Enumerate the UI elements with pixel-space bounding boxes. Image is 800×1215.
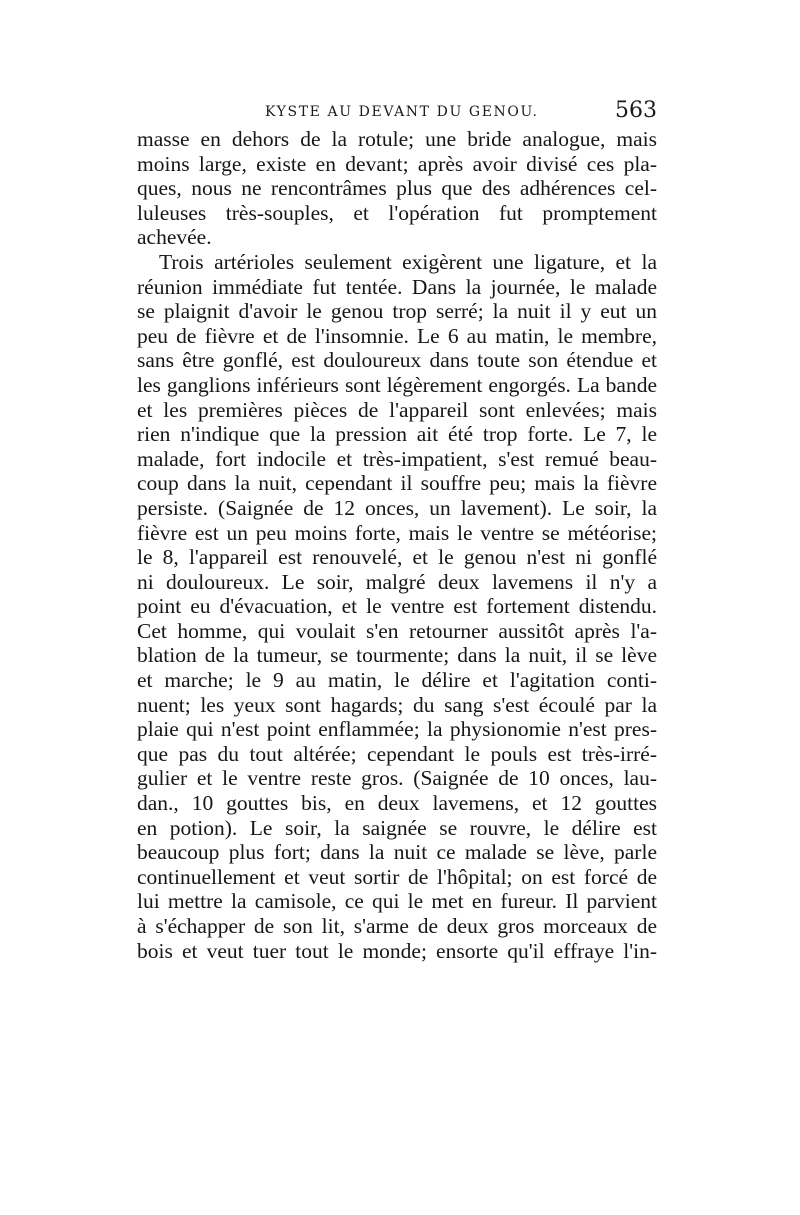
text-line: lui mettre la camisole, ce qui le met en fureur. Il parvient	[137, 889, 657, 914]
text-line: masse en dehors de la rotule; une bride analogue, mais	[137, 127, 657, 151]
text-line: que pas du tout altérée; cependant le pouls est très-irré-	[137, 741, 657, 766]
text-line: fièvre est un peu moins forte, mais le ventre se météorise;	[137, 520, 657, 545]
text-line: continuellement et veut sortir de l'hôpital; on est forcé de	[137, 864, 657, 889]
text-line: ques, nous ne rencontrâmes plus que des adhérences cel-	[137, 176, 657, 201]
text-line: nuent; les yeux sont hagards; du sang s'est écoulé par la	[137, 692, 657, 717]
text-line: se plaignit d'avoir le genou trop serré; la nuit il y eut un	[137, 299, 657, 324]
text-line: coup dans la nuit, cependant il souffre peu; mais la fièvre	[137, 471, 657, 496]
text-line: rien n'indique que la pression ait été trop forte. Le 7, le	[137, 422, 657, 447]
text-line: bois et veut tuer tout le monde; ensorte qu'il effraye l'in-	[137, 938, 657, 963]
text-line: Trois artérioles seulement exigèrent une ligature, et la	[159, 249, 657, 274]
body-text	[137, 127, 657, 963]
text-line: blation de la tumeur, se tourmente; dans la nuit, il se lève	[137, 643, 657, 668]
text-line: luleuses très-souples, et l'opération fut promptement	[137, 200, 657, 225]
text-line: moins large, existe en devant; après avoir divisé ces pla-	[137, 151, 657, 176]
text-line: les ganglions inférieurs sont légèrement engorgés. La bande	[137, 372, 657, 397]
text-line: achevée.	[137, 225, 212, 250]
text-line: gulier et le ventre reste gros. (Saignée de 10 onces, lau-	[137, 766, 657, 791]
text-line: dan., 10 gouttes bis, en deux lavemens, et 12 gouttes	[137, 791, 657, 816]
text-line: à s'échapper de son lit, s'arme de deux gros morceaux de	[137, 914, 657, 938]
text-line: beaucoup plus fort; dans la nuit ce malade se lève, parle	[137, 840, 657, 865]
text-line: plaie qui n'est point enflammée; la physionomie n'est pres-	[137, 717, 657, 742]
text-line: et les premières pièces de l'appareil sont enlevées; mais	[137, 397, 657, 422]
text-line: point eu d'évacuation, et le ventre est fortement distendu.	[137, 594, 657, 619]
page-number: 563	[615, 98, 657, 123]
text-line: le 8, l'appareil est renouvelé, et le genou n'est ni gonflé	[137, 545, 657, 570]
running-title: KYSTE AU DEVANT DU GENOU.	[265, 104, 539, 120]
text-line: réunion immédiate fut tentée. Dans la journée, le malade	[137, 274, 657, 299]
text-line: en potion). Le soir, la saignée se rouvre, le délire est	[137, 815, 657, 840]
text-line: Cet homme, qui voulait s'en retourner aussitôt après l'a-	[137, 618, 657, 643]
text-line: peu de fièvre et de l'insomnie. Le 6 au matin, le membre,	[137, 323, 657, 348]
text-line: ni douloureux. Le soir, malgré deux lavemens il n'y a	[137, 569, 657, 594]
text-line: persiste. (Saignée de 12 onces, un lavement). Le soir, la	[137, 495, 657, 520]
running-head	[137, 100, 657, 128]
text-line: sans être gonflé, est douloureux dans toute son étendue et	[137, 348, 657, 373]
text-line: et marche; le 9 au matin, le délire et l'agitation conti-	[137, 668, 657, 693]
text-line: malade, fort indocile et très-impatient, s'est remué beau-	[137, 446, 657, 471]
